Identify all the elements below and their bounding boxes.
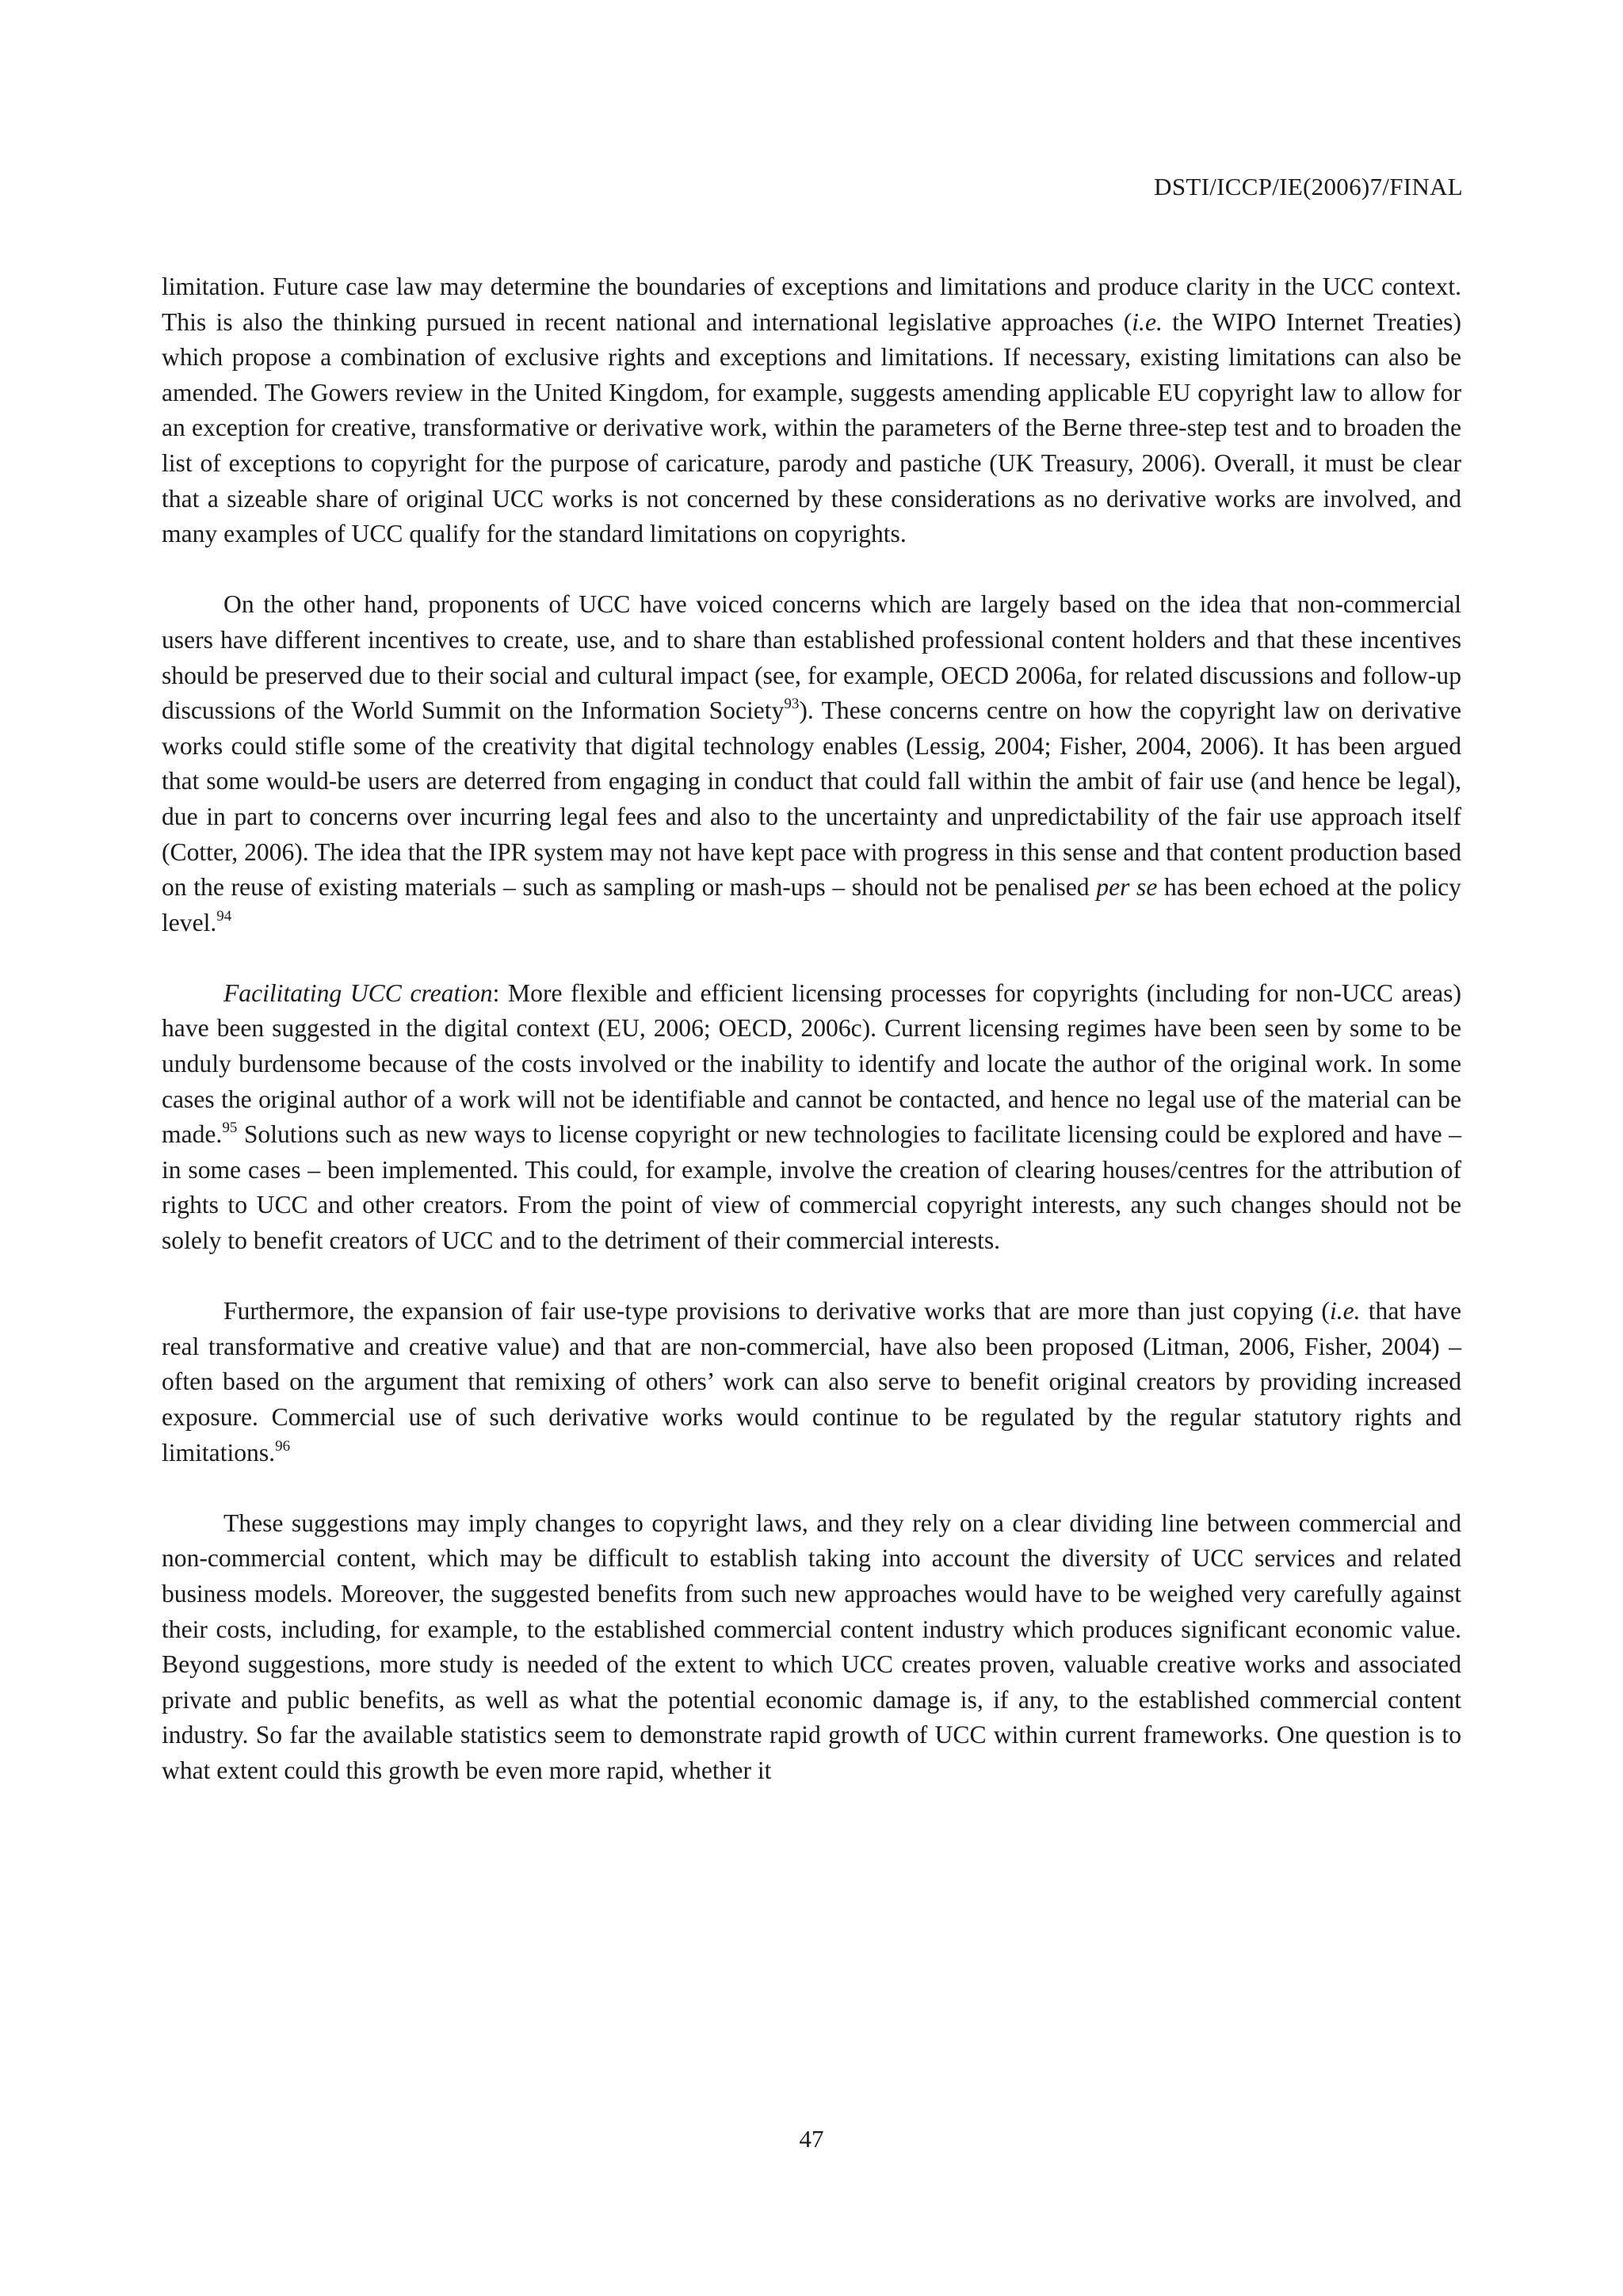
body-text [162,269,1461,1789]
footnote-ref-96: 96 [275,1437,291,1455]
footnote-ref-93: 93 [784,696,800,713]
document-reference-header: DSTI/ICCP/IE(2006)7/FINAL [1154,173,1463,200]
section-heading-inline: Facilitating UCC creation [223,978,493,1007]
italic-ie: i.e. [1132,307,1163,336]
text-run: has been echoed at the policy level. [162,873,1461,936]
italic-ie: i.e. [1329,1297,1361,1325]
footnote-ref-95: 95 [222,1119,238,1137]
text-run: These suggestions may imply changes to copyright laws, and they rely on a clear dividing line between commercial and non-commercial content, which may be difficult to establish taking into account the diversity of UCC services and related business models. Moreover, the suggested benefits from such new approaches would have to be weighed very carefully against their costs, including, for example, to the established commercial content industry which produces significant economic value. Beyond suggestions, more study is needed of the extent to which UCC creates proven, valuable creative works and associated private and public benefits, as well as what the potential economic damage is, if any, to the established commercial content industry. So far the available statistics seem to demonstrate rapid growth of UCC within current frameworks. One question is to what extent could this growth be even more rapid, whether it [162,1508,1461,1784]
page-number: 47 [799,2125,824,2153]
text-run: On the other hand, proponents of UCC have voiced concerns which are largely based on the idea that non-commercial users have different incentives to create, use, and to share than established professional content holders and that these incentives should be preserved due to their social and cultural impact (see, for example, OECD 2006a, for related discussions and follow-up discussions of the World Summit on the Information Society [162,590,1461,725]
paragraph-limitations [162,269,1461,552]
italic-per-se: per se [1096,873,1158,902]
paragraph-facilitating-ucc-creation [162,976,1461,1259]
paragraph-fair-use-expansion [162,1294,1461,1470]
text-run: the WIPO Internet Treaties) which propose a combination of exclusive rights and exceptions and limitations. If necessary, existing limitations can also be amended. The Gowers review in the United Kingdom, for example, suggests amending applicable EU copyright law to allow for an exception for creative, transformative or derivative work, within the parameters of the Berne three-step test and to broaden the list of exceptions to copyright for the purpose of caricature, parody and pastiche (UK Treasury, 2006). Overall, it must be clear that a sizeable share of original UCC works is not concerned by these considerations as no derivative works are involved, and many examples of UCC qualify for the standard limitations on copyrights. [162,307,1461,548]
text-run: limitation. Future case law may determine the boundaries of exceptions and limitations and produce clarity in the UCC context. This is also the thinking pursued in recent national and international legislative approaches ( [162,273,1461,336]
text-run: ). These concerns centre on how the copyright law on derivative works could stifle some of the creativity that digital technology enables (Lessig, 2004; Fisher, 2004, 2006). It has been argued that some would-be users are deterred from engaging in conduct that could fall within the ambit of fair use (and hence be legal), due in part to concerns over incurring legal fees and also to the uncertainty and unpredictability of the fair use approach itself (Cotter, 2006). The idea that the IPR system may not have kept pace with progress in this sense and that content production based on the reuse of existing materials – such as sampling or mash-ups – should not be penalised [162,696,1462,902]
text-run: that have real transformative and creative value) and that are non-commercial, have also been proposed (Litman, 2006, Fisher, 2004) – often based on the argument that remixing of others’ work can also serve to benefit original creators by providing increased exposure. Commercial use of such derivative works would continue to be regulated by the regular statutory rights and limitations. [162,1297,1462,1466]
text-run: Solutions such as new ways to license copyright or new technologies to facilitate licensing could be explored and have – in some cases – been implemented. This could, for example, involve the creation of clearing houses/centres for the attribution of rights to UCC and other creators. From the point of view of commercial copyright interests, any such changes should not be solely to benefit creators of UCC and to the detriment of their commercial interests. [162,1120,1461,1255]
paragraph-proponents-concerns [162,587,1461,940]
text-run: Furthermore, the expansion of fair use-type provisions to derivative works that are more than just copying ( [223,1297,1330,1325]
text-run: : More flexible and efficient licensing processes for copyrights (including for non-UCC areas) have been suggested in the digital context (EU, 2006; OECD, 2006c). Current licensing regimes have been seen by some to be unduly burdensome because of the costs involved or the inability to identify and locate the author of the original work. In some cases the original author of a work will not be identifiable and cannot be contacted, and hence no legal use of the material can be made. [162,978,1461,1149]
footnote-ref-94: 94 [216,907,232,925]
paragraph-suggestions-implications [162,1506,1461,1789]
